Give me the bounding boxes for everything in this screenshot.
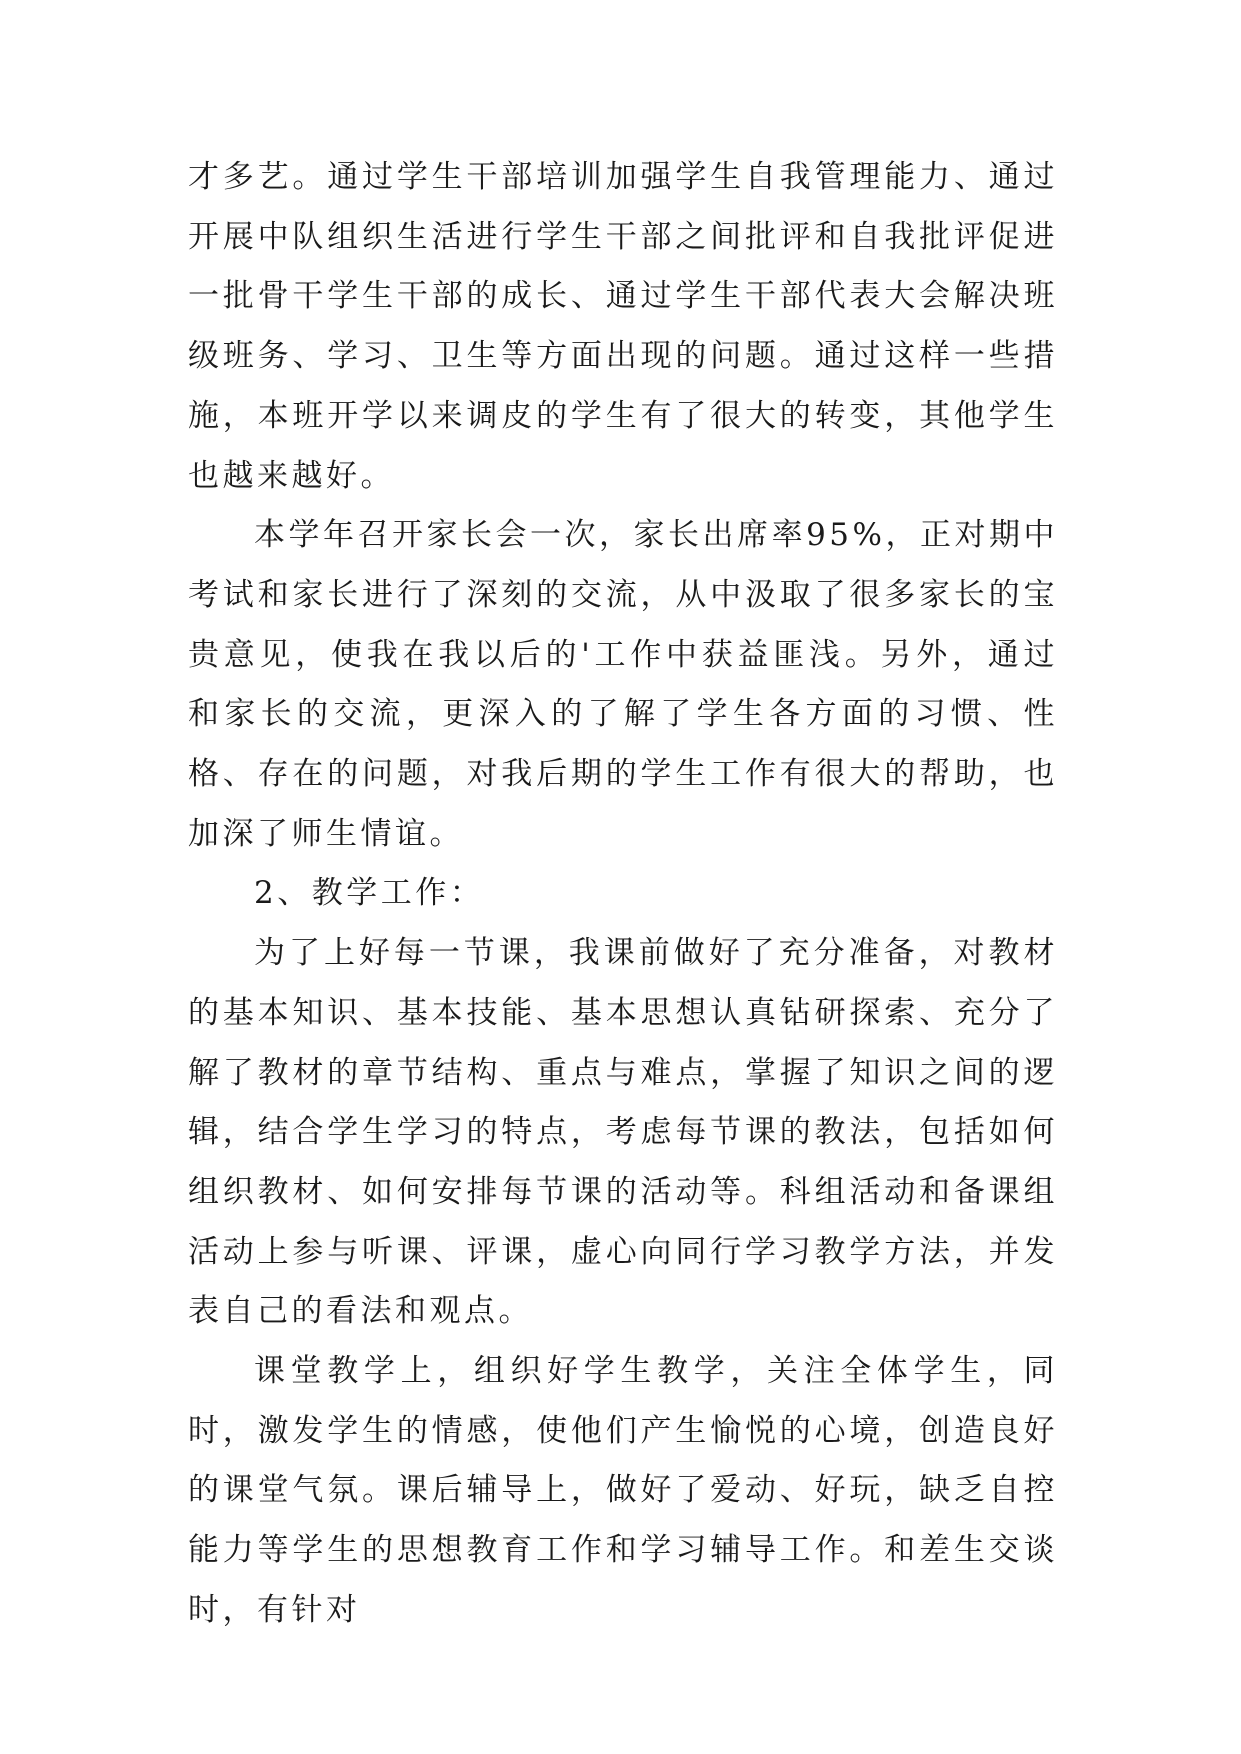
paragraph-3: 为了上好每一节课，我课前做好了充分准备，对教材的基本知识、基本技能、基本思想认真钻研探索、充分了解了教材的章节结构、重点与难点，掌握了知识之间的逻辑，结合学生学习的特点，考虑每节课的教法，包括如何组织教材、如何安排每节课的活动等。科组活动和备课组活动上参与听课、评课，虚心向同行学习教学方法，并发表自己的看法和观点。 [188,935,1058,1330]
paragraph-4: 课堂教学上，组织好学生教学，关注全体学生，同时，激发学生的情感，使他们产生愉悦的心境，创造良好的课堂气氛。课后辅导上，做好了爱动、好玩，缺乏自控能力等学生的思想教育工作和学习辅导工作。和差生交谈时，有针对 [188,1353,1058,1628]
paragraph-2: 本学年召开家长会一次，家长出席率95%，正对期中考试和家长进行了深刻的交流，从中汲取了很多家长的宝贵意见，使我在我以后的'工作中获益匪浅。另外，通过和家长的交流，更深入的了解了学生各方面的习惯、性格、存在的问题，对我后期的学生工作有很大的帮助，也加深了师生情谊。 [188,517,1058,852]
section-heading-teaching: 2、教学工作： [254,875,485,912]
paragraph-1: 才多艺。通过学生干部培训加强学生自我管理能力、通过开展中队组织生活进行学生干部之间批评和自我批评促进一批骨干学生干部的成长、通过学生干部代表大会解决班级班务、学习、卫生等方面出现的问题。通过这样一些措施，本班开学以来调皮的学生有了很大的转变，其他学生也越来越好。 [188,159,1058,494]
document-body [188,148,1058,1641]
